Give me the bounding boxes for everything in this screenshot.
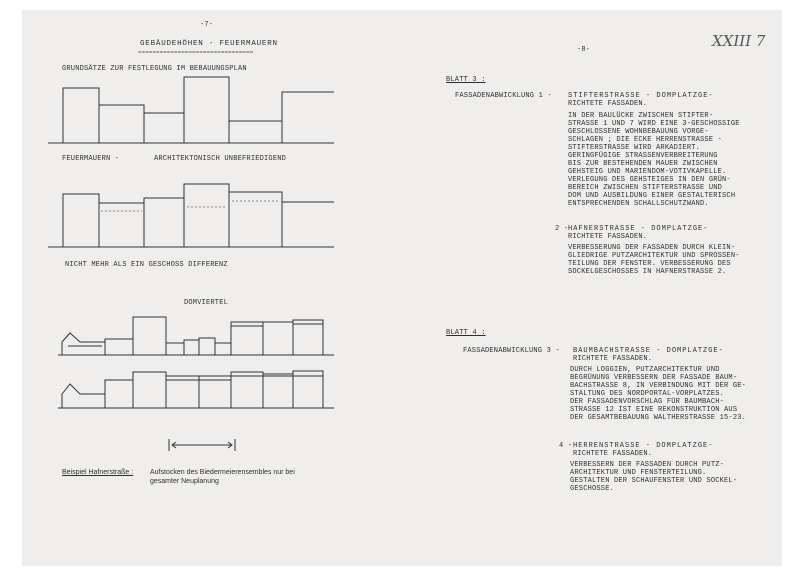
domviertel-elevation-existing [58,317,334,355]
fa1-body-line: BIS ZUR BESTEHENDEN MAUER ZWISCHEN [568,160,718,168]
fa3-body-line: DURCH LOGGIEN, PUTZARCHITEKTUR UND [570,366,720,374]
fa4-body-line: VERBESSERN DER FASSADEN DURCH PUTZ- [570,461,725,469]
fa2-body-line: SOCKELGESCHOSSES IN HAFNERSTRASSE 2. [568,268,727,276]
left-title-underline: ================================ [138,49,254,56]
fa4-body-line: ARCHITEKTUR UND FENSTERTEILUNG. [570,469,707,477]
fa3-body-line: DER GESAMTBEBAUUNG WALTHERSTRASSE 15-23. [570,414,747,422]
diagram-building-heights-principles [48,77,334,143]
fa3-title-2: RICHTETE FASSADEN. [573,355,653,363]
section-firewalls-heading: FEUERMAUERN - [62,155,120,163]
fa1-body-line: VERLEGUNG DES GEHSTEIGES IN DEN GRÜN- [568,176,731,184]
section-firewalls-note: ARCHITEKTONISCH UNBEFRIEDIGEND [154,155,287,163]
fa2-title-2: RICHTETE FASSADEN. [568,233,648,241]
caption-label: Beispiel Hafnerstraße : [62,469,134,476]
fa2-title-1: HAFNERSTRASSE - DOMPLATZGE- [568,225,709,233]
fa3-body-line: DER FASSADENVORSCHLAG FÜR BAUMBACH- [570,398,725,406]
section-floor-difference: NICHT MEHR ALS EIN GESCHOSS DIFFERENZ [65,261,228,269]
fa3-label: FASSADENABWICKLUNG 3 - [463,347,560,355]
fa2-body-line: VERBESSERUNG DER FASSADEN DURCH KLEIN- [568,244,736,252]
fa1-label: FASSADENABWICKLUNG 1 - [455,92,552,100]
left-page-number: -7- [200,21,214,29]
fa3-body-line: STALTUNG DES NORDPORTAL-VORPLATZES. [570,390,725,398]
diagram-fire-walls [48,184,334,247]
handwritten-reference: XXIII 7 [712,32,766,50]
fa2-body-line: GLIEDRIGE PUTZARCHITEKTUR UND SPROSSEN- [568,252,740,260]
left-title: GEBÄUDEHÖHEN - FEUERMAUERN [140,40,278,48]
fa1-body-line: ENTSPRECHENDEN SCHALLSCHUTZWAND. [568,200,709,208]
fa1-body-line: DOM UND AUSBILDUNG EINER GESTALTERISCH [568,192,736,200]
fa3-body-line: STRASSE 12 IST EINE REKONSTRUKTION AUS [570,406,738,414]
domviertel-elevation-proposed [58,371,334,408]
fa3-body-line: BEGRÜNUNG VERBESSERN DER FASSADE BAUM- [570,374,738,382]
fa1-body-line: GEHSTEIG UND MARIENDOM-VOTIVKAPELLE. [568,168,727,176]
blatt-4-heading: BLATT 4 : [446,329,486,337]
fa4-title-1: HERRENSTRASSE - DOMPLATZGE- [573,442,714,450]
caption-line-1: Aufstocken des Biedermeierensembles nur bei [150,469,295,476]
document-sheet [22,10,782,566]
domviertel-heading: DOMVIERTEL [184,299,229,307]
fa4-label: 4 - [559,442,573,450]
fa1-title-1: STIFTERSTRASSE - DOMPLATZGE- [568,92,714,100]
blatt-3-heading: BLATT 3 : [446,76,486,84]
fa1-body-line: STRASSE 1 UND 7 WIRD EINE 3-GESCHOSSIGE [568,120,740,128]
fa2-label: 2 - [555,225,569,233]
fa3-body-line: BACHSTRASSE 8, IN VERBINDUNG MIT DER GE- [570,382,747,390]
fa1-body-line: BEREICH ZWISCHEN STIFTERSTRASSE UND [568,184,723,192]
fa4-body-line: GESTALTEN DER SCHAUFENSTER UND SOCKEL- [570,477,738,485]
fa1-body-line: GESCHLOSSENE WOHNBEBAUUNG VORGE- [568,128,709,136]
caption-line-2: gesamter Neuplanung [150,478,219,485]
fa4-title-2: RICHTETE FASSADEN. [573,450,653,458]
fa1-title-2: RICHTETE FASSADEN. [568,100,648,108]
right-page-number: -8- [577,46,591,54]
fa1-body-line: IN DER BAULÜCKE ZWISCHEN STIFTER- [568,112,714,120]
fa1-body-line: GERINGFÜGIGE STRASSENVERBREITERUNG [568,152,718,160]
section-principles-heading: GRUNDSÄTZE ZUR FESTLEGUNG IM BEBAUUNGSPLAN [62,65,247,73]
fa3-title-1: BAUMBACHSTRASSE - DOMPLATZGE- [573,347,724,355]
dimension-arrow [169,439,235,451]
fa2-body-line: TEILUNG DER FENSTER. VERBESSERUNG DES [568,260,731,268]
fa1-body-line: SCHLAGEN ; DIE ECKE HERRENSTRASSE - [568,136,723,144]
fa4-body-line: GESCHOSSE. [570,485,615,493]
fa1-body-line: STIFTERSTRASSE WIRD ARKADIERT. [568,144,701,152]
